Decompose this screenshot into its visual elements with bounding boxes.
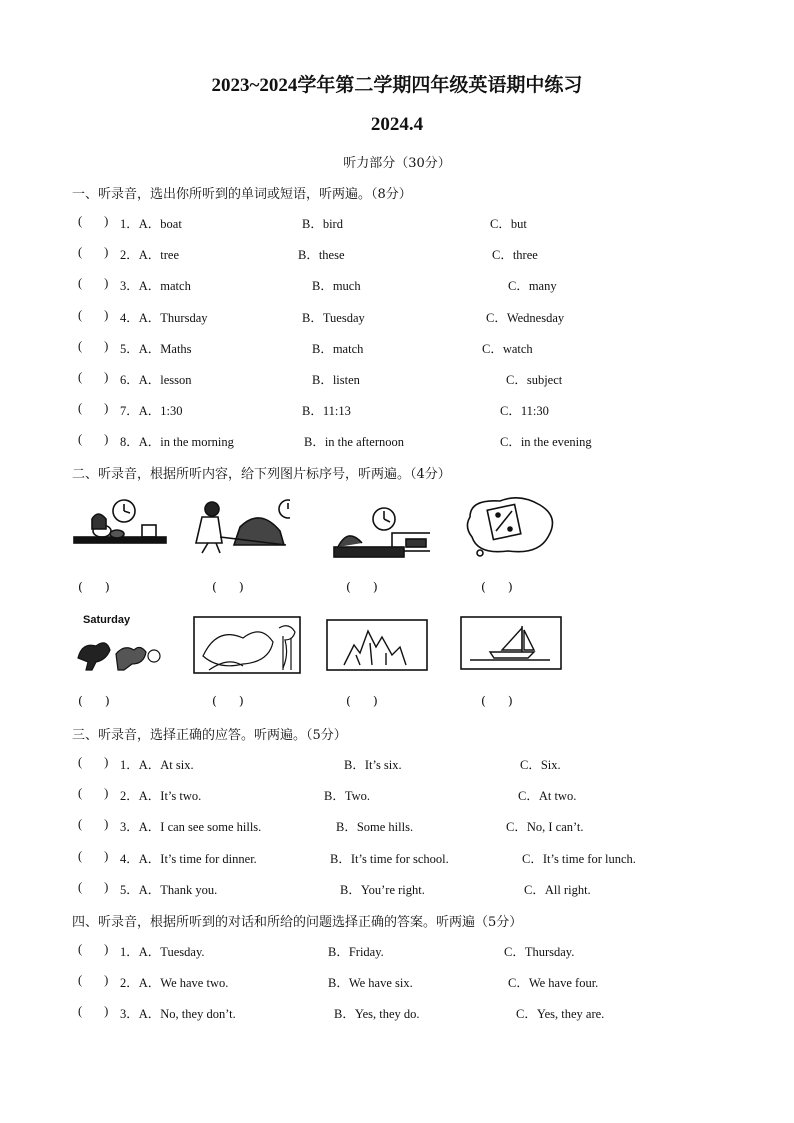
answer-blank[interactable]	[78, 579, 110, 594]
option-c[interactable]: C．Yes, they are.	[516, 1007, 605, 1022]
option-a[interactable]: 5．A．Thank you.	[120, 882, 218, 897]
answer-blank[interactable]	[78, 1004, 108, 1019]
question-row	[72, 973, 772, 993]
option-a[interactable]: 1．A．boat	[120, 217, 182, 231]
option-b[interactable]: B．these	[298, 248, 345, 263]
option-a[interactable]: 8．A．in the morning	[120, 435, 234, 450]
answer-blank[interactable]	[78, 849, 108, 864]
answer-blank[interactable]	[481, 579, 513, 594]
option-a[interactable]: 1．A．Tuesday.	[120, 945, 205, 959]
answer-blank[interactable]	[212, 579, 244, 594]
option-b[interactable]: B．match	[312, 341, 364, 356]
question-row	[72, 339, 772, 359]
question-row	[72, 276, 772, 296]
question-row	[72, 370, 772, 390]
answer-blank[interactable]	[78, 401, 108, 416]
page-date: 2024.4	[370, 114, 424, 135]
answer-blank[interactable]	[78, 973, 108, 988]
question-row	[72, 817, 772, 837]
option-a[interactable]: 3．A．No, they don’t.	[120, 1007, 236, 1022]
option-c[interactable]: C．in the evening	[500, 435, 592, 450]
option-b[interactable]: B．Tuesday	[302, 310, 365, 325]
answer-blank[interactable]	[78, 817, 108, 832]
option-b[interactable]: B．You’re right.	[340, 882, 425, 897]
option-a[interactable]: 3．A．I can see some hills.	[120, 820, 262, 835]
answer-blank[interactable]	[78, 942, 108, 957]
option-b[interactable]: B．Yes, they do.	[334, 1007, 420, 1022]
answer-blank[interactable]	[78, 339, 108, 354]
question-row	[72, 214, 772, 234]
section-4-heading: 四、听录音，根据所听到的对话和所给的问题选择正确的答案。听两遍（5分）	[72, 915, 523, 930]
answer-blank[interactable]	[481, 693, 513, 708]
option-c[interactable]: C．Wednesday	[486, 310, 565, 325]
section-1-heading: 一、听录音，选出你所听到的单词或短语，听两遍。（8分）	[72, 187, 412, 202]
option-b[interactable]: B．much	[312, 279, 361, 294]
trees-landscape-picture	[193, 616, 301, 674]
option-b[interactable]: B．bird	[302, 217, 343, 231]
clock-thought-picture	[460, 497, 560, 557]
option-a[interactable]: 4．A．Thursday	[120, 310, 208, 325]
answer-blank[interactable]	[78, 214, 108, 229]
option-b[interactable]: B．Some hills.	[336, 820, 414, 835]
section-2-heading: 二、听录音，根据所听内容，给下列图片标序号，听两遍。（4分）	[72, 467, 451, 482]
mountains-picture	[326, 619, 428, 671]
question-row	[72, 245, 772, 265]
breakfast-clock-picture	[72, 497, 172, 557]
option-a[interactable]: 1．A．At six.	[120, 758, 194, 772]
answer-blank[interactable]	[212, 693, 244, 708]
option-a[interactable]: 2．A．tree	[120, 248, 180, 263]
option-b[interactable]: B．Friday.	[328, 945, 384, 959]
option-c[interactable]: C．We have four.	[508, 976, 599, 991]
option-b[interactable]: B．It’s time for school.	[330, 851, 449, 866]
sleeping-clock-picture	[330, 505, 430, 565]
option-a[interactable]: 4．A．It’s time for dinner.	[120, 851, 257, 866]
option-b[interactable]: B．Two.	[324, 789, 371, 804]
section-3-heading: 三、听录音，选择正确的应答。听两遍。（5分）	[72, 728, 347, 743]
option-c[interactable]: C．Six.	[520, 758, 561, 772]
answer-blank[interactable]	[346, 693, 378, 708]
answer-blank[interactable]	[78, 245, 108, 260]
saturday-animals-picture	[72, 628, 167, 673]
question-row	[72, 786, 772, 806]
answer-blank[interactable]	[78, 755, 108, 770]
question-row	[72, 942, 772, 962]
option-a[interactable]: 2．A．We have two.	[120, 976, 229, 991]
option-b[interactable]: B．It’s six.	[344, 758, 402, 772]
option-c[interactable]: C．many	[508, 279, 557, 294]
question-row	[72, 849, 772, 869]
option-a[interactable]: 6．A．lesson	[120, 373, 192, 387]
option-c[interactable]: C．11:30	[500, 404, 549, 419]
option-b[interactable]: B．We have six.	[328, 976, 413, 991]
option-c[interactable]: C．All right.	[524, 882, 591, 897]
option-b[interactable]: B．listen	[312, 373, 360, 387]
answer-blank[interactable]	[78, 308, 108, 323]
option-c[interactable]: C．watch	[482, 341, 533, 356]
question-row	[72, 1004, 772, 1024]
option-c[interactable]: C．but	[490, 217, 527, 231]
answer-blank[interactable]	[78, 432, 108, 447]
option-a[interactable]: 5．A．Maths	[120, 341, 192, 356]
option-c[interactable]: C．three	[492, 248, 538, 263]
saturday-label: Saturday	[83, 614, 131, 626]
option-a[interactable]: 2．A．It’s two.	[120, 789, 202, 804]
answer-blank[interactable]	[346, 579, 378, 594]
question-row	[72, 401, 772, 421]
option-a[interactable]: 3．A．match	[120, 279, 191, 294]
option-c[interactable]: C．At two.	[518, 789, 577, 804]
option-c[interactable]: C．No, I can’t.	[506, 820, 584, 835]
answer-blank[interactable]	[78, 880, 108, 895]
option-a[interactable]: 7．A．1:30	[120, 404, 183, 419]
sailboat-picture	[460, 616, 562, 670]
listening-part-subtitle: 听力部分（30分）	[343, 156, 451, 171]
question-row	[72, 308, 772, 328]
option-b[interactable]: B．in the afternoon	[304, 435, 404, 450]
answer-blank[interactable]	[78, 786, 108, 801]
question-row	[72, 880, 772, 900]
option-c[interactable]: C．subject	[506, 373, 563, 387]
question-row	[72, 755, 772, 775]
answer-blank[interactable]	[78, 370, 108, 385]
page-title: 2023~2024学年第二学期四年级英语期中练习	[211, 75, 583, 96]
answer-blank[interactable]	[78, 276, 108, 291]
option-c[interactable]: C．Thursday.	[504, 945, 575, 959]
option-c[interactable]: C．It’s time for lunch.	[522, 851, 636, 866]
answer-blank[interactable]	[78, 693, 110, 708]
office-worker-clock-picture	[190, 497, 290, 557]
option-b[interactable]: B．11:13	[302, 404, 351, 419]
question-row	[72, 432, 772, 452]
